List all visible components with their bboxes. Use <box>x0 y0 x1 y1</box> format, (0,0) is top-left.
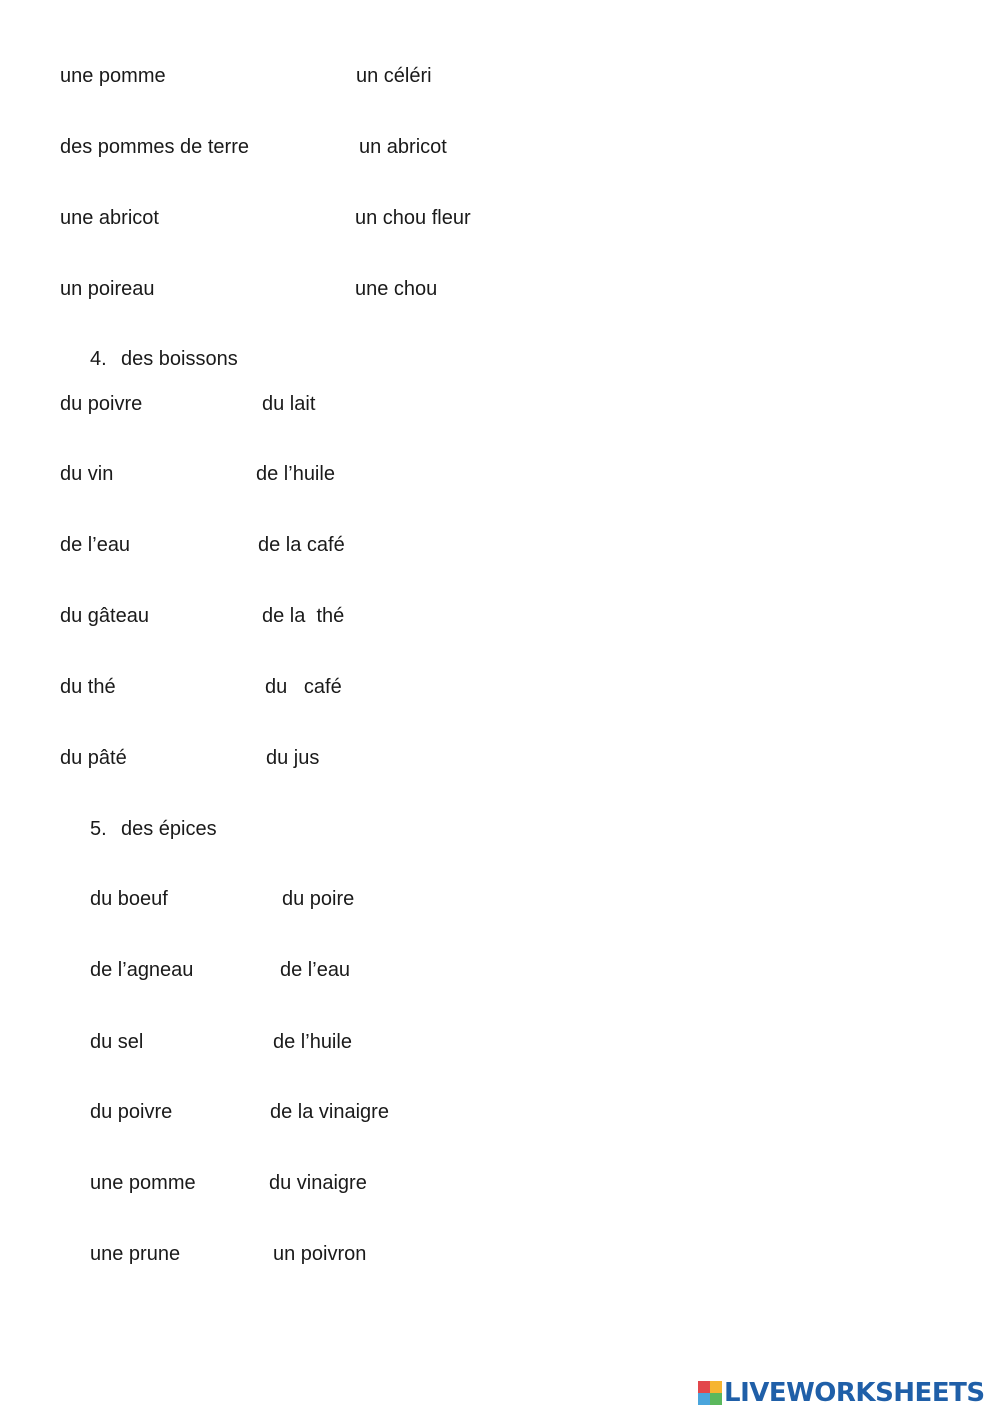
logo-square-red <box>698 1381 710 1393</box>
word-right: du vinaigre <box>269 1172 367 1194</box>
word-right: de la vinaigre <box>270 1101 389 1123</box>
word-left: un poireau <box>60 278 155 300</box>
word-left: de l’agneau <box>90 959 194 981</box>
word-left: du poivre <box>60 393 143 415</box>
word-right: de la café <box>258 534 345 556</box>
logo-square-blue <box>698 1393 710 1405</box>
logo-square-yellow <box>710 1381 722 1393</box>
liveworksheets-logo[interactable] <box>698 1379 985 1407</box>
word-left: une pomme <box>90 1172 196 1194</box>
word-right: un abricot <box>359 136 447 158</box>
word-right: un poivron <box>273 1243 367 1265</box>
word-right: une chou <box>355 278 438 300</box>
word-left: du poivre <box>90 1101 173 1123</box>
word-right: de l’huile <box>256 463 335 485</box>
word-left: du gâteau <box>60 605 149 627</box>
word-left: une pomme <box>60 65 166 87</box>
word-left: une prune <box>90 1243 181 1265</box>
word-left: de l’eau <box>60 534 131 556</box>
section-number: 4. <box>90 348 107 370</box>
word-right: de l’eau <box>280 959 351 981</box>
word-right: du café <box>265 676 342 698</box>
word-left: des pommes de terre <box>60 136 249 158</box>
word-left: du sel <box>90 1031 144 1053</box>
word-left: du vin <box>60 463 114 485</box>
section-number: 5. <box>90 818 107 840</box>
word-right: un céléri <box>356 65 432 87</box>
word-left: une abricot <box>60 207 159 229</box>
word-left: du boeuf <box>90 888 168 910</box>
logo-square-green <box>710 1393 722 1405</box>
word-right: du poire <box>282 888 355 910</box>
word-right: de l’huile <box>273 1031 352 1053</box>
word-left: du pâté <box>60 747 127 769</box>
word-left: du thé <box>60 676 116 698</box>
word-right: de la thé <box>262 605 345 627</box>
section-title: des boissons <box>121 348 238 370</box>
word-right: un chou fleur <box>355 207 471 229</box>
word-right: du jus <box>266 747 320 769</box>
word-right: du lait <box>262 393 316 415</box>
logo-text: LIVEWORKSHEETS <box>724 1378 985 1408</box>
section-title: des épices <box>121 818 217 840</box>
liveworksheets-logo-icon <box>698 1381 722 1405</box>
